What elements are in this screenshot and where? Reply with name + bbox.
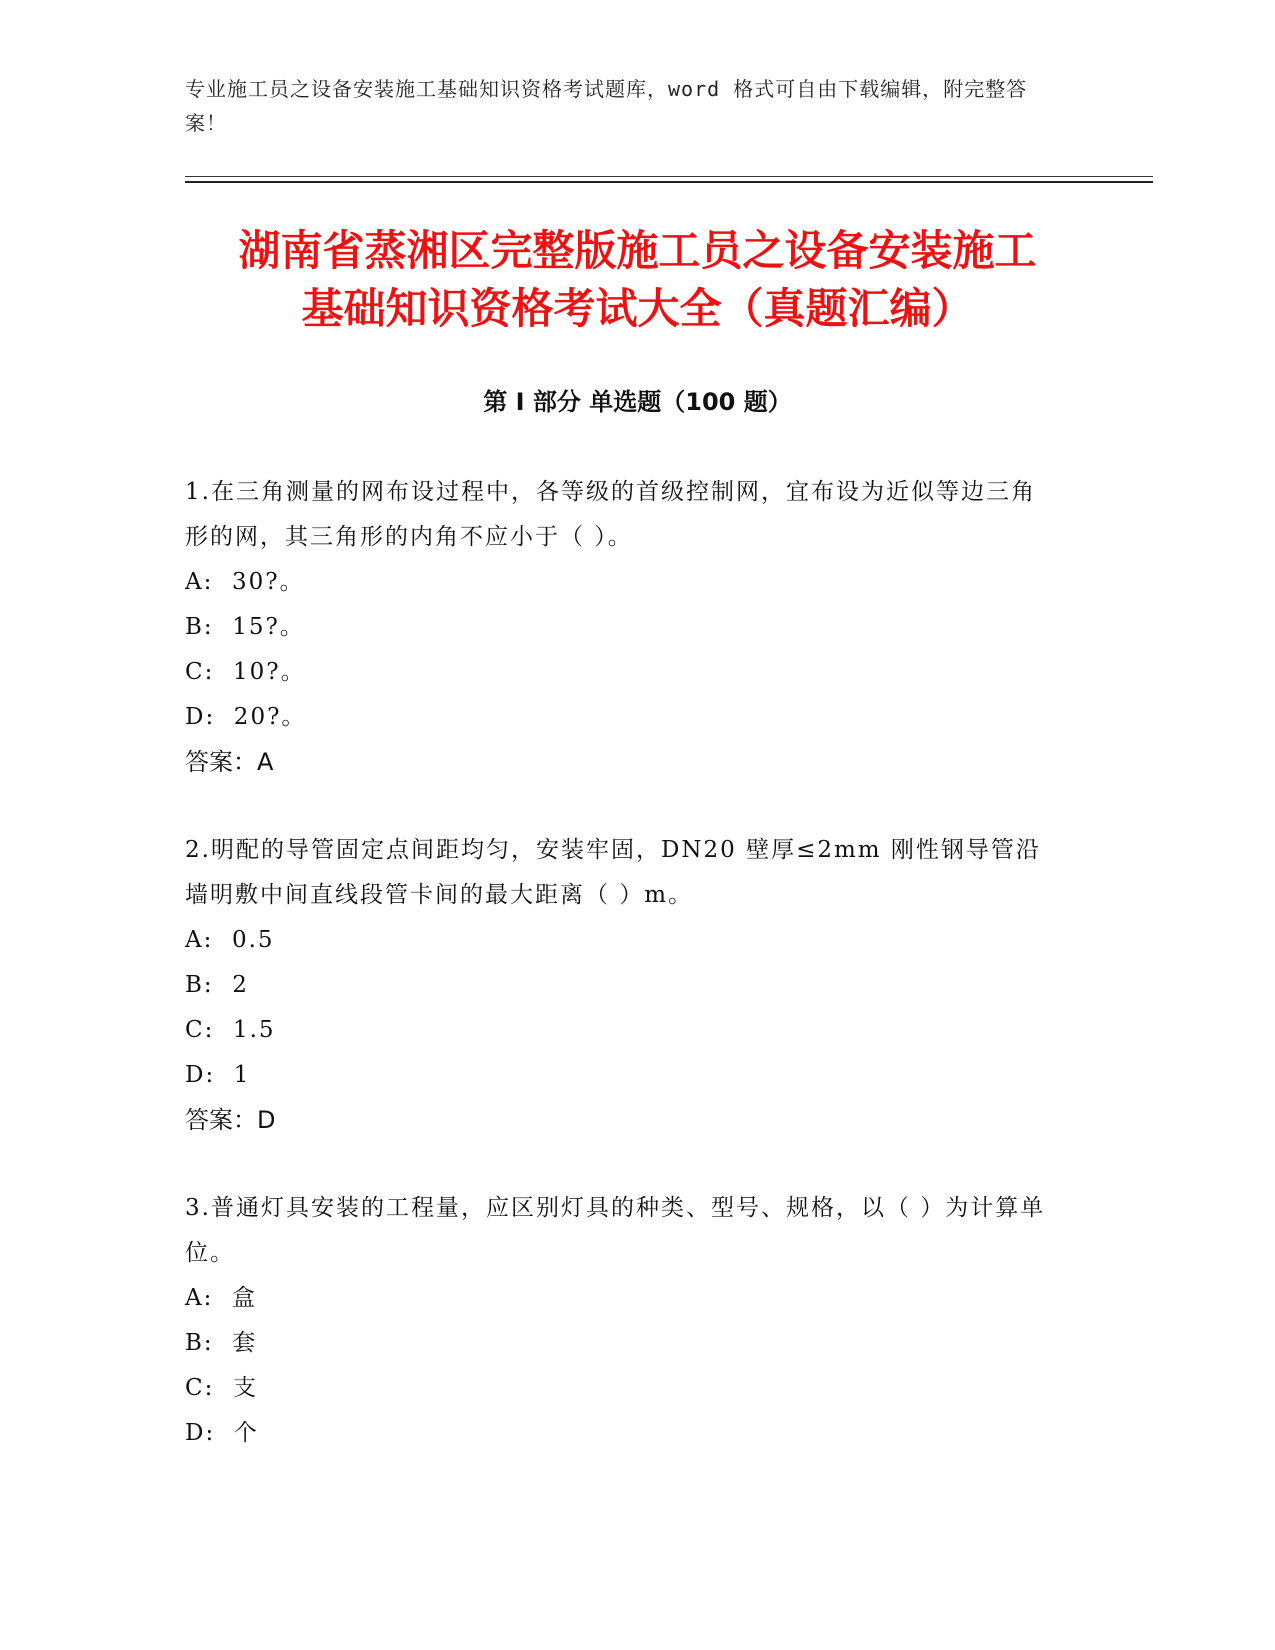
option-a: A: 30?。 bbox=[185, 569, 305, 595]
header-note: 专业施工员之设备安装施工基础知识资格考试题库，word 格式可自由下载编辑，附完整答案！ bbox=[185, 77, 1028, 135]
option-b: B: 15?。 bbox=[185, 614, 305, 640]
document-title-line-1: 湖南省蒸湘区完整版施工员之设备安装施工 bbox=[238, 226, 1037, 275]
answer-key: 答案：A bbox=[185, 748, 274, 776]
question-2 bbox=[185, 828, 1055, 1143]
question-list bbox=[185, 470, 1055, 1499]
document-title-line-2: 基础知识资格考试大全（真题汇编） bbox=[301, 284, 974, 333]
question-1 bbox=[185, 470, 1055, 785]
header-divider-thin bbox=[185, 176, 1153, 177]
option-d: D: 20?。 bbox=[185, 704, 307, 730]
question-stem: 1.在三角测量的网布设过程中，各等级的首级控制网，宜布设为近似等边三角形的网，其三角形的内角不应小于（ ）。 bbox=[185, 479, 1036, 550]
option-b: B: 套 bbox=[185, 1330, 258, 1356]
question-stem: 2.明配的导管固定点间距均匀，安装牢固，DN20 壁厚≤2mm 刚性钢导管沿墙明敷中间直线段管卡间的最大距离（ ）m。 bbox=[185, 837, 1041, 908]
option-a: A: 盒 bbox=[185, 1285, 257, 1311]
option-c: C: 1.5 bbox=[185, 1017, 276, 1043]
option-d: D: 个 bbox=[185, 1420, 259, 1446]
option-c: C: 支 bbox=[185, 1375, 258, 1401]
question-3 bbox=[185, 1186, 1055, 1456]
option-c: C: 10?。 bbox=[185, 659, 306, 685]
option-d: D: 1 bbox=[185, 1062, 251, 1088]
option-b: B: 2 bbox=[185, 972, 249, 998]
section-title: 第 I 部分 单选题（100 题） bbox=[483, 388, 792, 416]
header-divider-thick bbox=[185, 181, 1153, 183]
option-a: A: 0.5 bbox=[185, 927, 275, 953]
question-stem: 3.普通灯具安装的工程量，应区别灯具的种类、型号、规格，以（ ）为计算单位。 bbox=[185, 1195, 1046, 1266]
document-title bbox=[150, 222, 1125, 338]
answer-key: 答案：D bbox=[185, 1106, 276, 1134]
